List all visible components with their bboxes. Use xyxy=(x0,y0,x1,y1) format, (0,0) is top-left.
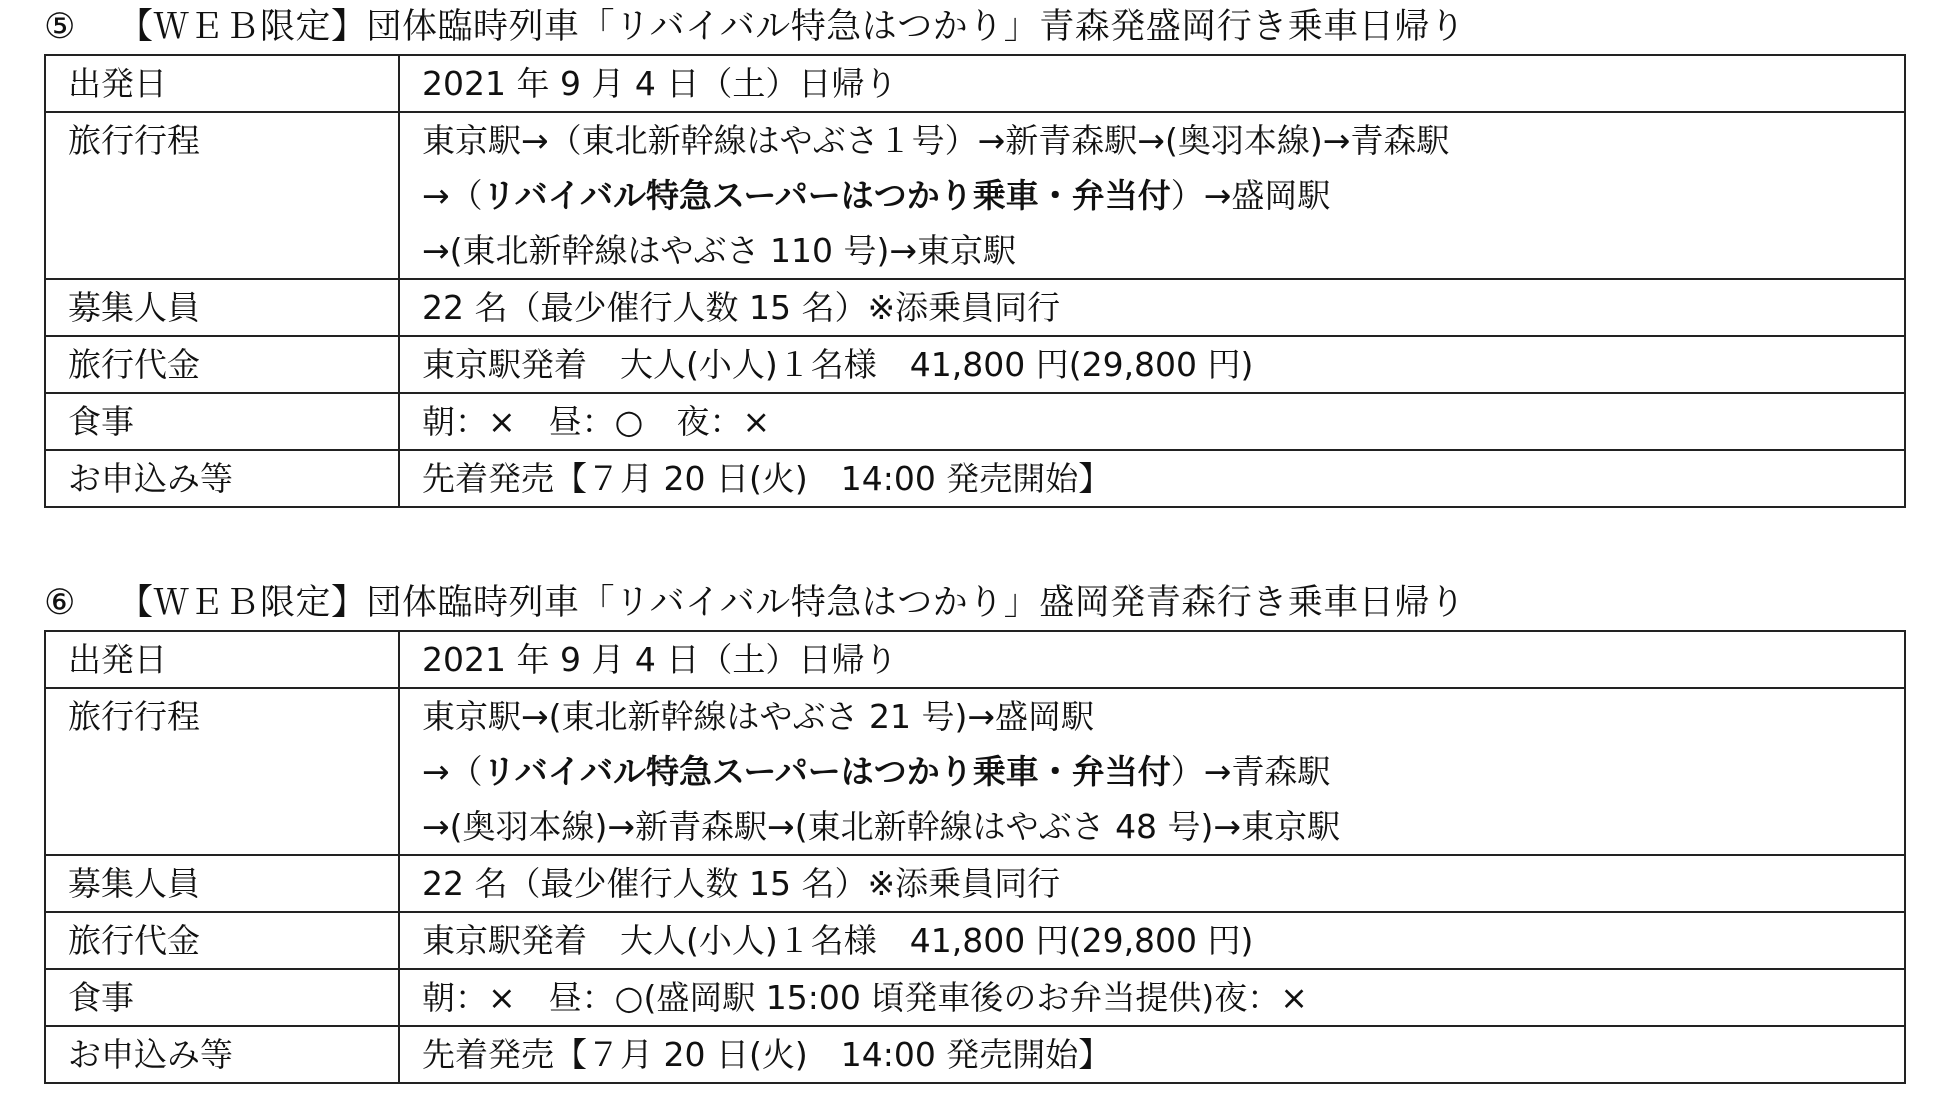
itinerary-line-2-post: ）→青森駅 xyxy=(1170,752,1331,791)
itinerary-line-3: →(東北新幹線はやぶさ 110 号)→東京駅 xyxy=(422,231,1017,270)
tour-info-table xyxy=(44,54,1906,508)
itinerary-line-2-pre: →（ xyxy=(422,176,483,215)
row-value: 朝：× 昼：○ 夜：× xyxy=(399,393,1905,450)
itinerary-highlight: リバイバル特急スーパーはつかり乗車・弁当付 xyxy=(482,752,1171,791)
row-label: 食事 xyxy=(45,969,399,1026)
row-label: 旅行行程 xyxy=(45,688,399,855)
row-label: 募集人員 xyxy=(45,279,399,336)
row-value: 朝：× 昼：○(盛岡駅 15:00 頃発車後のお弁当提供)夜：× xyxy=(399,969,1905,1026)
row-value: 東京駅発着 大人(小人)１名様 41,800 円(29,800 円) xyxy=(399,336,1905,393)
tour-section-5 xyxy=(44,0,1906,508)
itinerary-line-2 xyxy=(422,744,1904,799)
itinerary-line-1: 東京駅→(東北新幹線はやぶさ 21 号)→盛岡駅 xyxy=(422,697,1095,736)
table-row-apply xyxy=(45,1026,1905,1083)
row-label: 募集人員 xyxy=(45,855,399,912)
table-row-meals xyxy=(45,969,1905,1026)
itinerary-line-2 xyxy=(422,168,1904,223)
row-value: 22 名（最少催行人数 15 名）※添乗員同行 xyxy=(399,855,1905,912)
tour-number: ⑥ xyxy=(44,583,76,623)
row-value: 先着発売【７月 20 日(火) 14:00 発売開始】 xyxy=(399,1026,1905,1083)
itinerary-line-3: →(奥羽本線)→新青森駅→(東北新幹線はやぶさ 48 号)→東京駅 xyxy=(422,807,1341,846)
table-row-meals xyxy=(45,393,1905,450)
table-row-itinerary xyxy=(45,688,1905,855)
row-label: 食事 xyxy=(45,393,399,450)
table-row-departure xyxy=(45,631,1905,688)
table-row-capacity xyxy=(45,279,1905,336)
itinerary-line-2-post: ）→盛岡駅 xyxy=(1170,176,1331,215)
itinerary-line-1: 東京駅→（東北新幹線はやぶさ１号）→新青森駅→(奥羽本線)→青森駅 xyxy=(422,121,1450,160)
tour-title: 【ＷＥＢ限定】団体臨時列車「リバイバル特急はつかり」盛岡発青森行き乗車日帰り xyxy=(118,583,1466,623)
tour-title: 【ＷＥＢ限定】団体臨時列車「リバイバル特急はつかり」青森発盛岡行き乗車日帰り xyxy=(118,7,1466,47)
row-label: 旅行行程 xyxy=(45,112,399,279)
row-label: 出発日 xyxy=(45,55,399,112)
table-row-price xyxy=(45,912,1905,969)
row-label: 旅行代金 xyxy=(45,912,399,969)
tour-number: ⑤ xyxy=(44,7,76,47)
tour-heading xyxy=(44,0,1906,54)
row-value: 2021 年 9 月 4 日（土）日帰り xyxy=(399,55,1905,112)
tour-heading xyxy=(44,576,1906,630)
row-value: 東京駅発着 大人(小人)１名様 41,800 円(29,800 円) xyxy=(399,912,1905,969)
itinerary-highlight: リバイバル特急スーパーはつかり乗車・弁当付 xyxy=(482,176,1171,215)
row-label: お申込み等 xyxy=(45,450,399,507)
row-value: 先着発売【７月 20 日(火) 14:00 発売開始】 xyxy=(399,450,1905,507)
row-label: お申込み等 xyxy=(45,1026,399,1083)
tour-info-table xyxy=(44,630,1906,1084)
table-row-capacity xyxy=(45,855,1905,912)
table-row-departure xyxy=(45,55,1905,112)
table-row-apply xyxy=(45,450,1905,507)
row-value: 2021 年 9 月 4 日（土）日帰り xyxy=(399,631,1905,688)
row-value: 22 名（最少催行人数 15 名）※添乗員同行 xyxy=(399,279,1905,336)
row-label: 出発日 xyxy=(45,631,399,688)
itinerary-value xyxy=(399,112,1905,279)
table-row-price xyxy=(45,336,1905,393)
tour-section-6 xyxy=(44,576,1906,1084)
table-row-itinerary xyxy=(45,112,1905,279)
row-label: 旅行代金 xyxy=(45,336,399,393)
itinerary-line-2-pre: →（ xyxy=(422,752,483,791)
itinerary-value xyxy=(399,688,1905,855)
